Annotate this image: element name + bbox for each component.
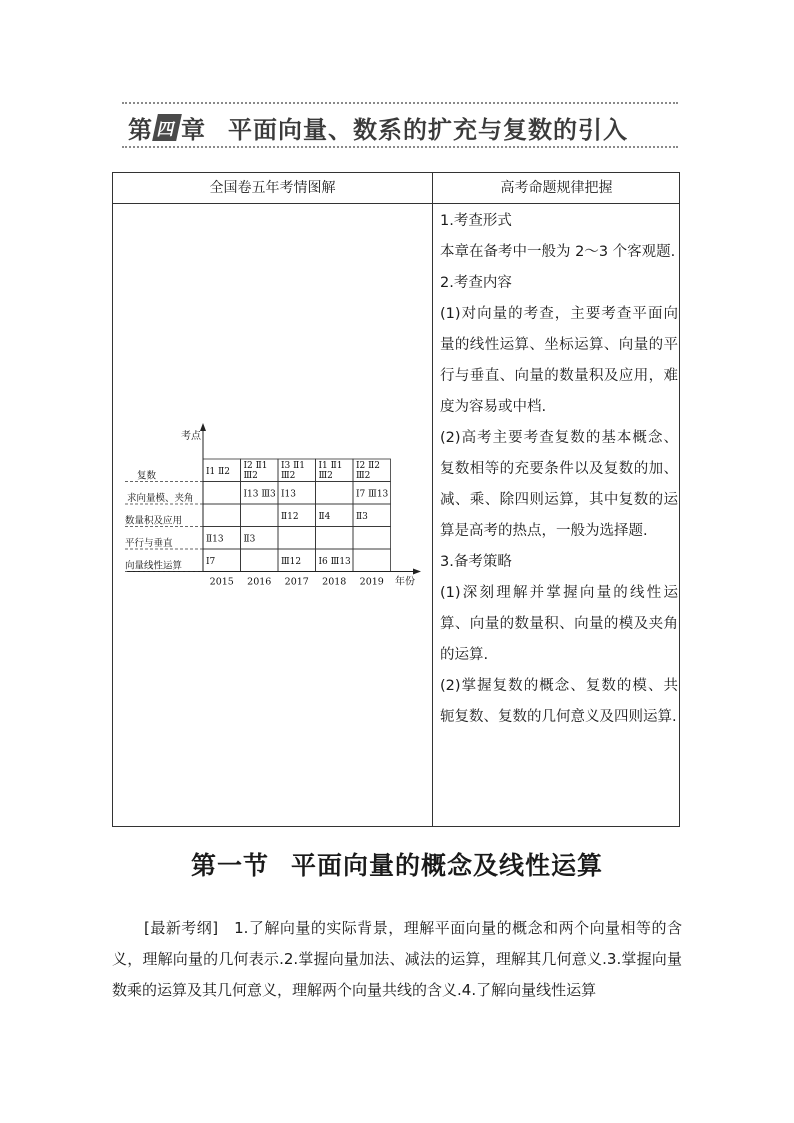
header-rule-top <box>122 102 678 104</box>
chapter-suffix: 章 <box>181 115 206 144</box>
rules-line: 2.考查内容 <box>440 275 512 291</box>
cell-value: Ⅲ12 <box>281 556 302 567</box>
topic-label: 向量线性运算 <box>125 560 183 572</box>
y-axis-label: 考点 <box>181 431 201 442</box>
topic-label: 平行与垂直 <box>125 538 173 549</box>
rules-line: 本章在备考中一般为 2～3 个客观题. <box>440 244 676 260</box>
cell-value: Ⅰ7 <box>206 556 216 567</box>
syllabus-paragraph <box>112 913 682 1006</box>
section-title <box>0 846 794 882</box>
section-name: 平面向量的概念及线性运算 <box>291 851 604 880</box>
topic-label: 复数 <box>137 470 157 482</box>
cell-value: Ⅰ2 Ⅱ1 Ⅲ2 <box>243 461 268 481</box>
chapter-number: 四 <box>152 114 182 141</box>
grid-cell <box>241 504 279 527</box>
cell-value: Ⅱ13 <box>206 534 224 545</box>
cell-value: Ⅰ1 Ⅱ2 <box>206 466 230 477</box>
cell-value: Ⅱ4 <box>318 511 331 522</box>
syllabus-text: [最新考纲] 1.了解向量的实际背景，理解平面向量的概念和两个向量相等的含义，理解向量的几何表示.2.掌握向量加法、减法的运算，理解其几何意义.3.掌握向量数乘的运算及其几何意义，理解两个向量共线的含义.4.了解向量线性运算 <box>112 919 682 999</box>
cell-value: Ⅱ12 <box>281 511 299 522</box>
cell-value: Ⅰ1 Ⅱ1 Ⅲ2 <box>318 461 343 481</box>
cell-value: Ⅰ13 Ⅲ3 <box>243 489 276 500</box>
year-tick-label: 2019 <box>359 576 384 588</box>
rules-line: (1)对向量的考查，主要考查平面向量的线性运算、坐标运算、向量的平行与垂直、向量的数量积及应用，难度为容易或中档. <box>440 306 678 415</box>
grid-cell <box>353 527 391 550</box>
exam-chart <box>113 173 432 828</box>
grid-cell <box>241 549 279 572</box>
cell-value: Ⅱ3 <box>243 534 256 545</box>
chapter-heading <box>128 110 628 144</box>
year-tick-label: 2018 <box>322 576 347 588</box>
cell-value: Ⅰ13 <box>281 489 297 500</box>
x-axis-arrow <box>413 569 421 575</box>
grid-cell <box>203 482 241 505</box>
rules-line: 3.备考策略 <box>440 554 512 570</box>
year-tick-label: 2016 <box>247 576 272 588</box>
grid-cell <box>316 482 354 505</box>
exam-overview-table <box>112 172 680 827</box>
year-tick-label: 2015 <box>209 576 234 588</box>
rules-line: 1.考查形式 <box>440 213 512 229</box>
cell-value: Ⅰ2 Ⅱ2 Ⅲ2 <box>356 461 380 481</box>
rules-line: (2)高考主要考查复数的基本概念、复数相等的充要条件以及复数的加、减、乘、除四则运算，其中复数的运算是高考的热点，一般为选择题. <box>440 430 678 539</box>
right-header: 高考命题规律把握 <box>500 180 613 196</box>
chapter-prefix: 第 <box>128 115 153 144</box>
section-number: 第一节 <box>190 851 269 880</box>
rules-column <box>440 206 678 733</box>
cell-value: Ⅰ3 Ⅱ1 Ⅲ2 <box>281 461 305 481</box>
rules-line: (2)掌握复数的概念、复数的模、共轭复数、复数的几何意义及四则运算. <box>440 678 678 725</box>
cell-value: Ⅱ3 <box>356 511 368 522</box>
y-axis-arrow <box>200 423 206 431</box>
cell-value: Ⅰ6 Ⅲ13 <box>318 556 351 567</box>
chapter-title: 平面向量、数系的扩充与复数的引入 <box>228 115 628 144</box>
topic-label: 数量积及应用 <box>125 515 183 527</box>
cell-value: Ⅰ7 Ⅲ13 <box>356 489 389 500</box>
grid-cell <box>203 504 241 527</box>
rules-line: (1)深刻理解并掌握向量的线性运算、向量的数量积、向量的模及夹角的运算. <box>440 585 678 663</box>
grid-cell <box>278 527 316 550</box>
grid-cell <box>353 549 391 572</box>
grid-cell <box>316 527 354 550</box>
x-axis-label: 年份 <box>395 576 415 588</box>
left-header: 全国卷五年考情图解 <box>209 180 336 196</box>
year-tick-label: 2017 <box>284 576 309 588</box>
header-rule-bottom <box>122 146 678 148</box>
topic-label: 求向量模、夹角 <box>127 493 194 504</box>
